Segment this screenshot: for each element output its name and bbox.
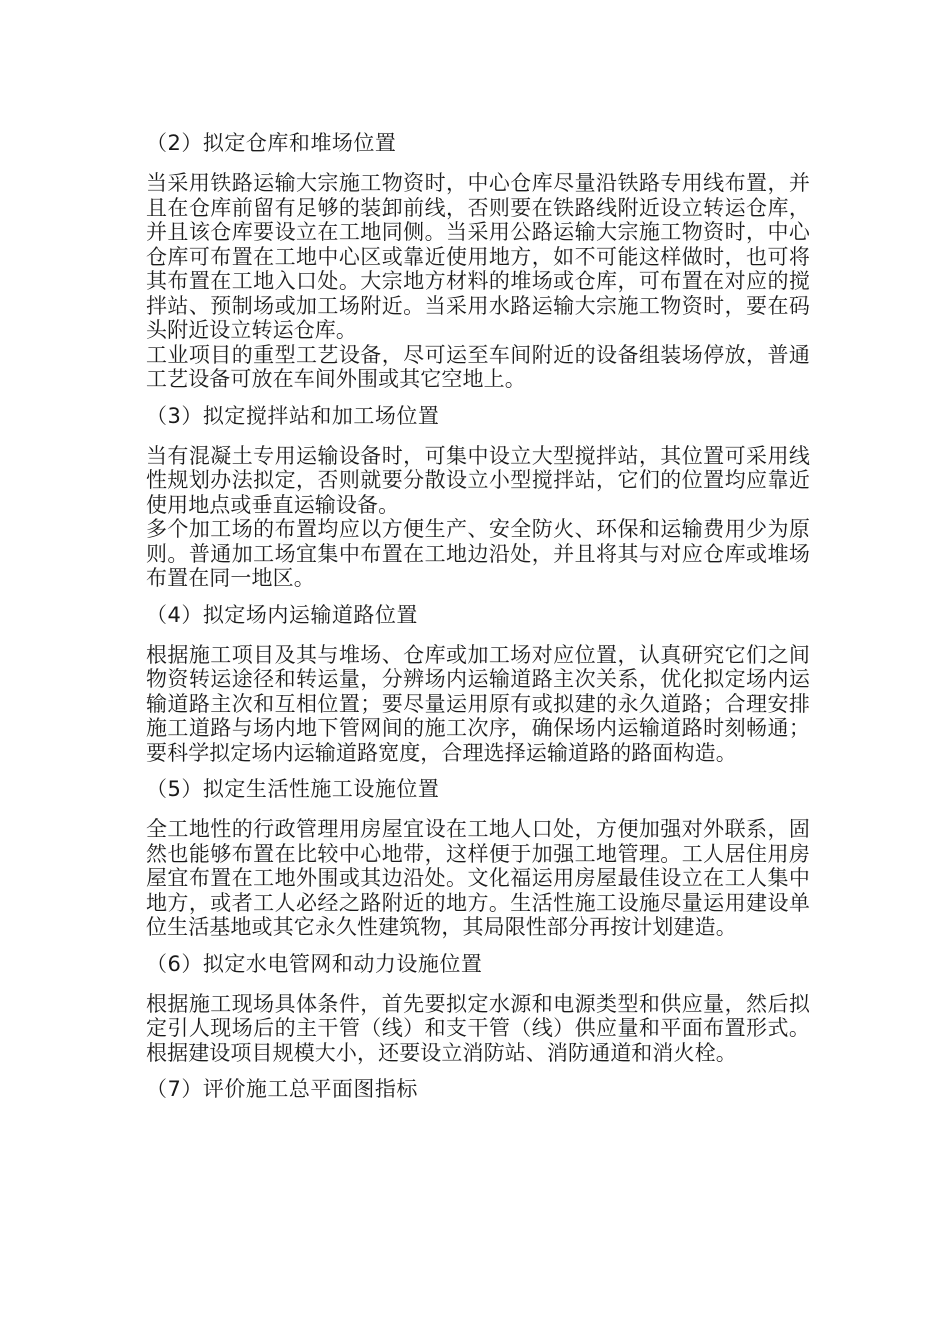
paragraph: 根据施工现场具体条件，首先要拟定水源和电源类型和供应量，然后拟定引人现场后的主干管（线）和支干管（线）供应量和平面布置形式。根据建设项目规模大小，还要设立消防站、消防通道和消火栓。: [146, 991, 810, 1065]
section-utilities: [146, 951, 810, 1066]
section-warehouse-yard: [146, 130, 810, 392]
paragraph: 根据施工项目及其与堆场、仓库或加工场对应位置，认真研究它们之间物资转运途径和转运量，分辨场内运输道路主次关系，优化拟定场内运输道路主次和互相位置；要尽量运用原有或拟建的永久道路；合理安排施工道路与场内地下管网间的施工次序，确保场内运输道路时刻畅通；要科学拟定场内运输道路宽度，合理选择运输道路的路面构造。: [146, 642, 810, 765]
section-evaluation: [146, 1076, 810, 1103]
document-page: [146, 130, 810, 1117]
section-heading: （6）拟定水电管网和动力设施位置: [146, 951, 483, 976]
section-heading: （2）拟定仓库和堆场位置: [146, 131, 397, 155]
section-heading: （4）拟定场内运输道路位置: [146, 602, 418, 627]
paragraph: 当有混凝土专用运输设备时，可集中设立大型搅拌站，其位置可采用线性规划办法拟定，否则就要分散设立小型搅拌站，它们的位置均应靠近使用地点或垂直运输设备。: [146, 443, 810, 517]
section-heading: （3）拟定搅拌站和加工场位置: [146, 403, 440, 428]
paragraph: 当采用铁路运输大宗施工物资时，中心仓库尽量沿铁路专用线布置，并且在仓库前留有足够的装卸前线，否则要在铁路线附近设立转运仓库，并且该仓库要设立在工地同侧。当采用公路运输大宗施工物资时，中心仓库可布置在工地中心区或靠近使用地方，如不可能这样做时，也可将其布置在工地入口处。大宗地方材料的堆场或仓库，可布置在对应的搅拌站、预制场或加工场附近。当采用水路运输大宗施工物资时，要在码头附近设立转运仓库。: [146, 171, 810, 342]
section-living-facilities: [146, 776, 810, 940]
section-heading: （5）拟定生活性施工设施位置: [146, 777, 440, 801]
paragraph: 多个加工场的布置均应以方便生产、安全防火、环保和运输费用少为原则。普通加工场宜集中布置在工地边沿处，并且将其与对应仓库或堆场布置在同一地区。: [146, 517, 810, 590]
paragraph: 全工地性的行政管理用房屋宜设在工地人口处，方便加强对外联系，固然也能够布置在比较中心地带，这样便于加强工地管理。工人居住用房屋宜布置在工地外围或其边沿处。文化福运用房屋最佳设立在工人集中地方，或者工人必经之路附近的地方。生活性施工设施尽量运用建设单位生活基地或其它永久性建筑物，其局限性部分再按计划建造。: [146, 817, 810, 939]
section-heading: （7）评价施工总平面图指标: [146, 1077, 418, 1101]
paragraph: 工业项目的重型工艺设备，尽可运至车间附近的设备组装场停放，普通工艺设备可放在车间外围或其它空地上。: [146, 342, 810, 391]
section-mixing-station: [146, 403, 810, 591]
section-site-roads: [146, 602, 810, 766]
